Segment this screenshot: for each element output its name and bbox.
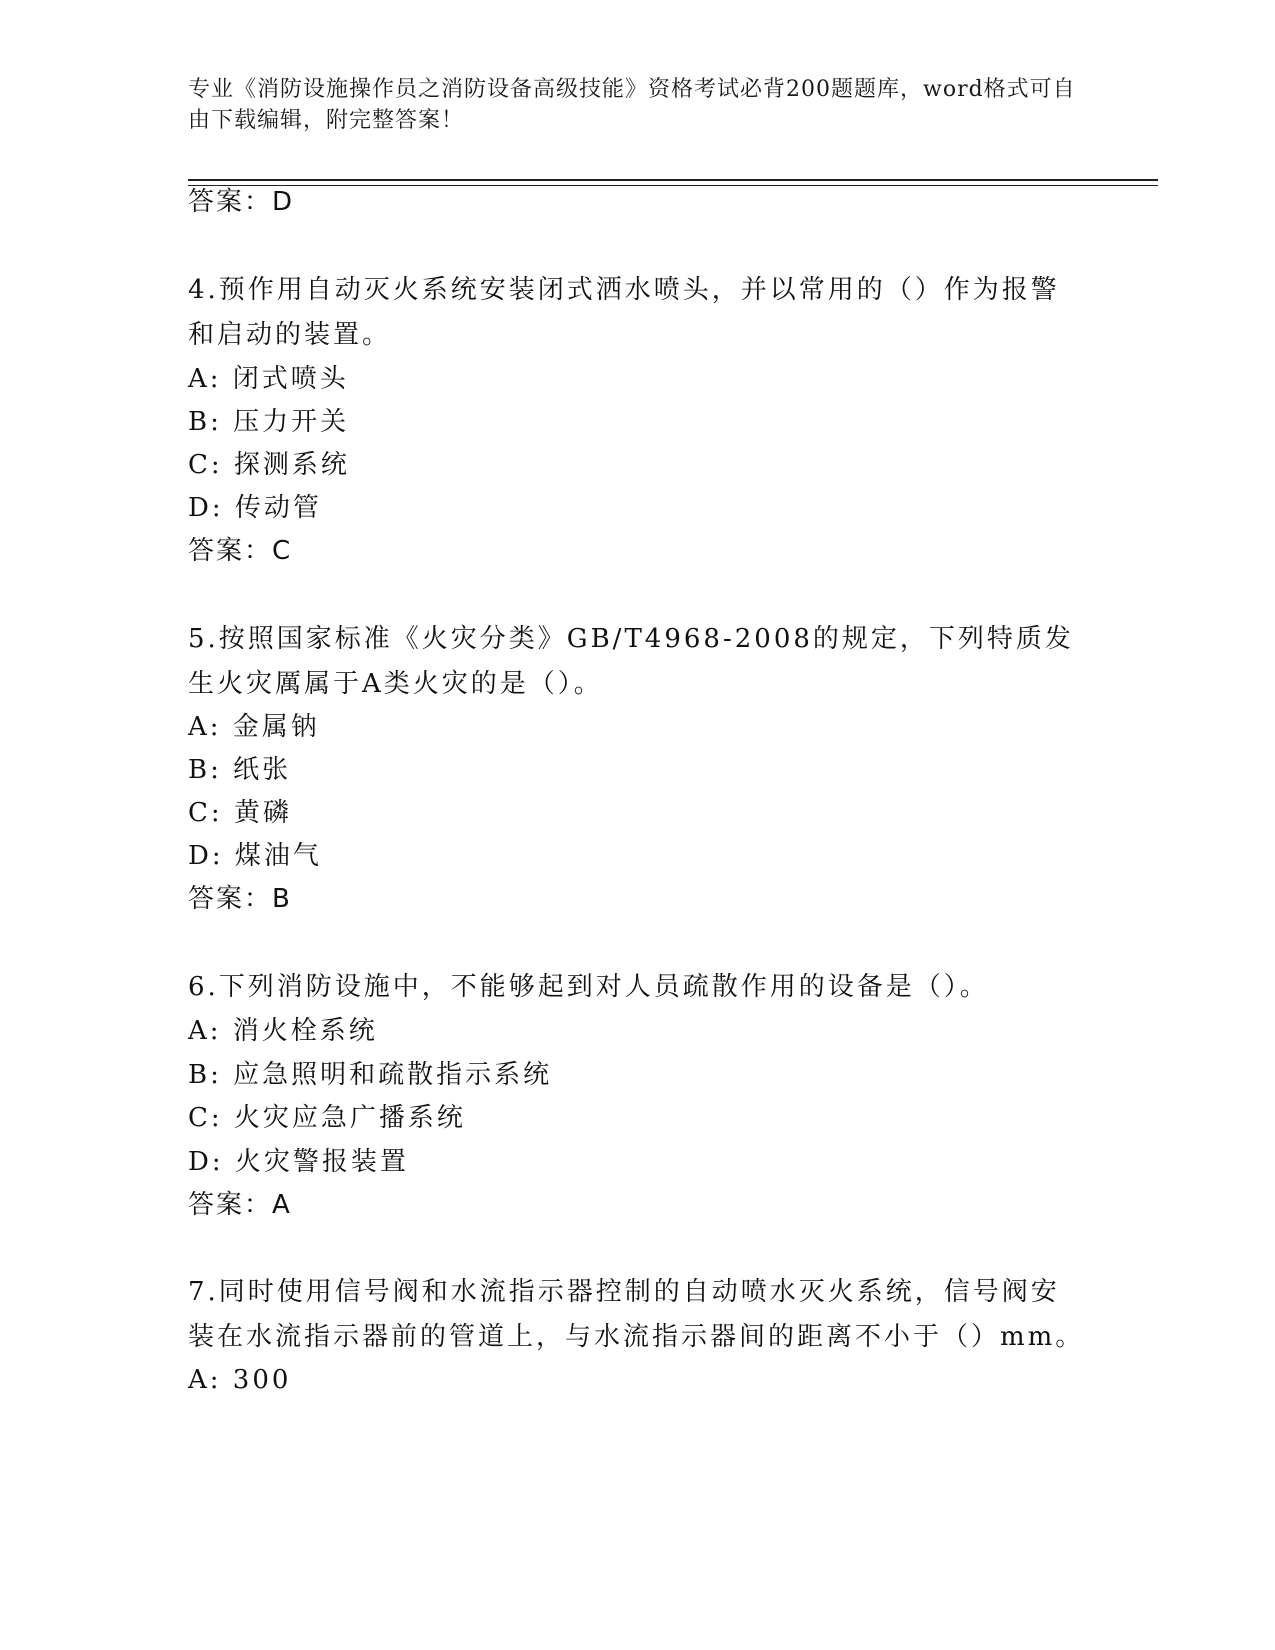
- answer-q3: 答案：D: [188, 187, 295, 217]
- question-4-option-b: B: 压力开关: [188, 407, 350, 437]
- question-5-option-a: A: 金属钠: [188, 712, 320, 742]
- question-4-stem: 4.预作用自动灭火系统安装闭式洒水喷头，并以常用的（）作为报警和启动的装置。: [188, 275, 1060, 350]
- question-4-option-a: A: 闭式喷头: [188, 364, 349, 394]
- question-6-option-d: D: 火灾警报装置: [188, 1147, 409, 1177]
- header-rule-thin: [188, 185, 1158, 186]
- question-6-option-c: C: 火灾应急广播系统: [188, 1103, 466, 1133]
- question-5-stem: 5.按照国家标准《火灾分类》GB/T4968-2008的规定，下列特质发生火灾厲属于A类火灾的是（）。: [188, 624, 1074, 699]
- question-6-option-a: A: 消火栓系统: [188, 1016, 378, 1046]
- question-6-stem: 6.下列消防设施中，不能够起到对人员疏散作用的设备是（）。: [188, 972, 989, 1002]
- document-header: 专业《消防设施操作员之消防设备高级技能》资格考试必背200题题库，word格式可自由下载编辑，附完整答案！: [188, 77, 1076, 133]
- header-rule-thick: [188, 179, 1158, 181]
- question-5-option-c: C: 黄磷: [188, 798, 292, 828]
- answer-q5: 答案：B: [188, 884, 292, 914]
- answer-q4: 答案：C: [188, 536, 293, 566]
- question-4-option-d: D: 传动管: [188, 493, 322, 523]
- question-5-option-b: B: 纸张: [188, 755, 292, 785]
- question-7-stem: 7.同时使用信号阀和水流指示器控制的自动喷水灭火系统，信号阀安装在水流指示器前的管道上，与水流指示器间的距离不小于（）mm。: [188, 1277, 1085, 1352]
- question-4-option-c: C: 探测系统: [188, 450, 350, 480]
- answer-q6: 答案：A: [188, 1190, 292, 1220]
- question-7-option-a: A: 300: [188, 1365, 292, 1395]
- question-5-option-d: D: 煤油气: [188, 841, 322, 871]
- question-6-option-b: B: 应急照明和疏散指示系统: [188, 1060, 553, 1090]
